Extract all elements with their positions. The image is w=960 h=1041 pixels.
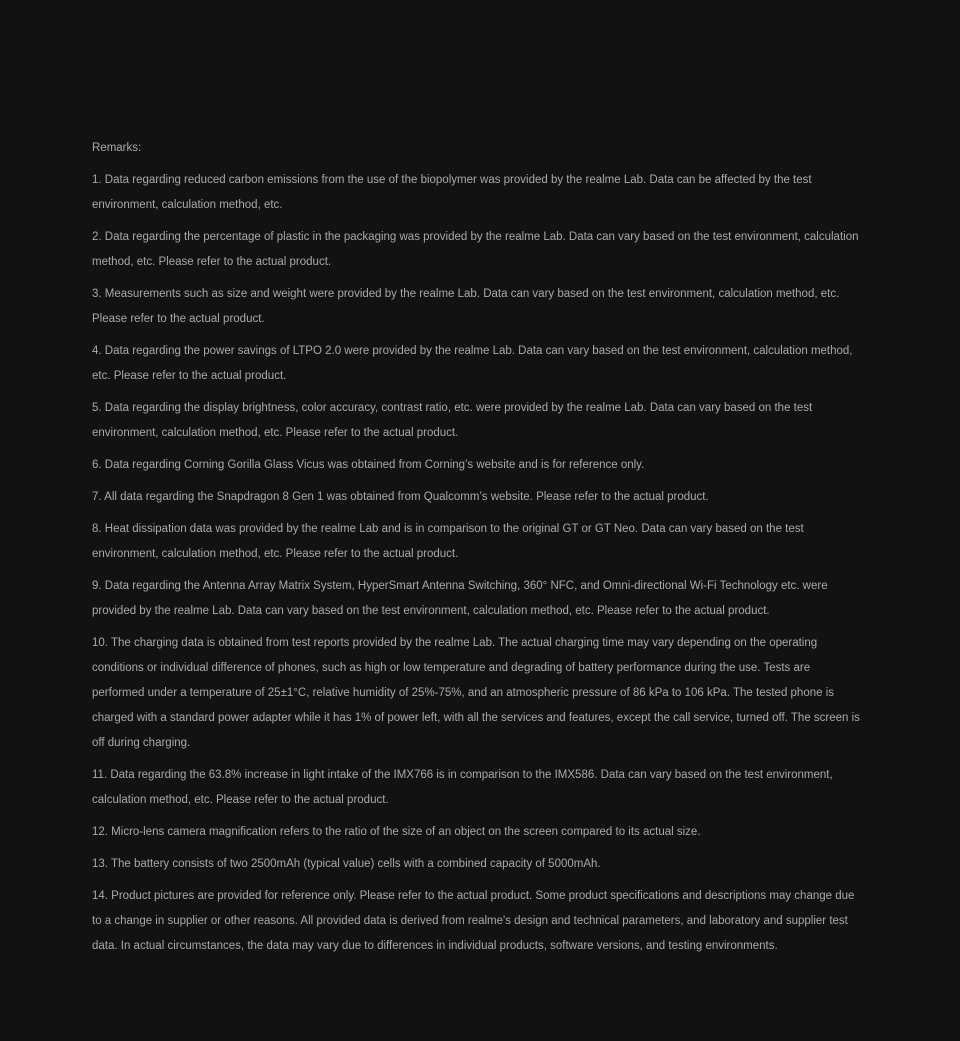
- remark-item-4: 4. Data regarding the power savings of LTPO 2.0 were provided by the realme Lab. Data can vary based on the test environment, calculation method, etc. Please refer to the actual product.: [92, 345, 853, 382]
- remark-item-2: 2. Data regarding the percentage of plastic in the packaging was provided by the realme Lab. Data can vary based on the test environment, calculation method, etc. Please refer to the actual product.: [92, 231, 859, 268]
- remark-item-7: 7. All data regarding the Snapdragon 8 Gen 1 was obtained from Qualcomm’s website. Please refer to the actual product.: [92, 491, 709, 503]
- remark-item-9: 9. Data regarding the Antenna Array Matrix System, HyperSmart Antenna Switching, 360° NFC, and Omni-directional Wi-Fi Technology etc. were provided by the realme Lab. Data can vary based on the test environment, calculation method, etc. Please refer to the actual product.: [92, 580, 828, 617]
- remark-item-10: 10. The charging data is obtained from test reports provided by the realme Lab. The actual charging time may vary depending on the operating conditions or individual difference of phones, such as high or low temperature and degrading of battery performance during the use. Tests are performed under a temperature of 25±1°C, relative humidity of 25%-75%, and an atmospheric pressure of 86 kPa to 106 kPa. The tested phone is charged with a standard power adapter while it has 1% of power left, with all the services and features, except the call service, turned off. The screen is off during charging.: [92, 637, 860, 749]
- remark-item-3: 3. Measurements such as size and weight were provided by the realme Lab. Data can vary based on the test environment, calculation method, etc. Please refer to the actual product.: [92, 288, 840, 325]
- remark-item-12: 12. Micro-lens camera magnification refers to the ratio of the size of an object on the screen compared to its actual size.: [92, 826, 701, 838]
- remarks-heading: Remarks:: [92, 142, 142, 154]
- remark-item-8: 8. Heat dissipation data was provided by the realme Lab and is in comparison to the original GT or GT Neo. Data can vary based on the test environment, calculation method, etc. Please refer to the actual product.: [92, 523, 804, 560]
- remark-item-13: 13. The battery consists of two 2500mAh (typical value) cells with a combined capacity of 5000mAh.: [92, 858, 601, 870]
- remark-item-5: 5. Data regarding the display brightness, color accuracy, contrast ratio, etc. were provided by the realme Lab. Data can vary based on the test environment, calculation method, etc. Please refer to the actual product.: [92, 402, 813, 439]
- remark-item-14: 14. Product pictures are provided for reference only. Please refer to the actual product. Some product specifications and descriptions may change due to a change in supplier or other reasons. All provided data is derived from realme's design and technical parameters, and laboratory and supplier test data. In actual circumstances, the data may vary due to differences in individual products, software versions, and testing environments.: [92, 890, 855, 952]
- remark-item-1: 1. Data regarding reduced carbon emissions from the use of the biopolymer was provided by the realme Lab. Data can be affected by the test environment, calculation method, etc.: [92, 174, 812, 211]
- remark-list: [92, 168, 862, 959]
- remarks-section: [92, 136, 862, 966]
- remark-item-11: 11. Data regarding the 63.8% increase in light intake of the IMX766 is in comparison to the IMX586. Data can vary based on the test environment, calculation method, etc. Please refer to the actual product.: [92, 769, 833, 806]
- remark-item-6: 6. Data regarding Corning Gorilla Glass Vicus was obtained from Corning’s website and is for reference only.: [92, 459, 645, 471]
